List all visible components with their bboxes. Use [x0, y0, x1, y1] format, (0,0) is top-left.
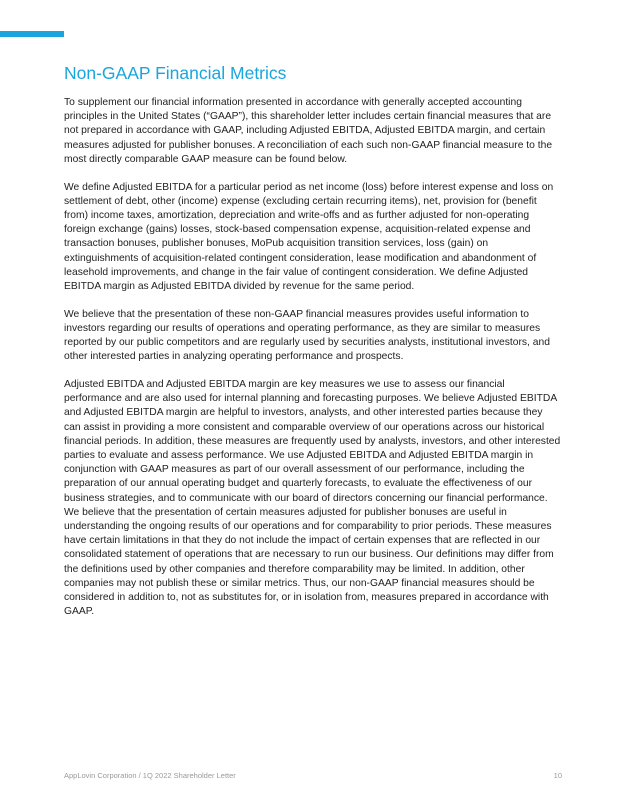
- footer-text: AppLovin Corporation / 1Q 2022 Shareholder Letter: [64, 771, 236, 780]
- accent-bar: [0, 31, 64, 37]
- page-number: 10: [553, 771, 562, 780]
- paragraph: We define Adjusted EBITDA for a particular period as net income (loss) before interest expense and loss on settlement of debt, other (income) expense (excluding certain recurring items), net, provision for (benefit from) income taxes, amortization, depreciation and write-offs and as further adjusted for non-operating foreign exchange (gains) losses, stock-based compensation expense, acquisition-related expense and transaction bonuses, publisher bonuses, MoPub acquisition transition services, loss (gain) on extinguishments of acquisition-related contingent consideration, lease modification and abandonment of leasehold improvements, and change in the fair value of contingent consideration. We define Adjusted EBITDA margin as Adjusted EBITDA divided by revenue for the same period.: [64, 181, 554, 292]
- body-text: [64, 96, 561, 633]
- paragraph: To supplement our financial information presented in accordance with generally accepted accounting principles in the United States (“GAAP”), this shareholder letter includes certain financial measures that are not prepared in accordance with GAAP, including Adjusted EBITDA, Adjusted EBITDA margin, and certain measures adjusted for publisher bonuses. A reconciliation of each such non-GAAP financial measure to the most directly comparable GAAP measure can be found below.: [64, 97, 553, 165]
- paragraph: We believe that the presentation of these non-GAAP financial measures provides useful information to investors regarding our results of operations and operating performance, as they are similar to measures reported by our public competitors and are regularly used by securities analysts, institutional investors, and other interested parties in analyzing operating performance and prospects.: [64, 308, 550, 363]
- paragraph: Adjusted EBITDA and Adjusted EBITDA margin are key measures we use to assess our financial performance and are also used for internal planning and forecasting purposes. We believe Adjusted EBITDA and Adjusted EBITDA margin are helpful to investors, analysts, and other interested parties because they can assist in providing a more consistent and comparable overview of our operations across our historical financial periods. In addition, these measures are frequently used by analysts, investors, and other interested parties to evaluate and assess performance. We use Adjusted EBITDA and Adjusted EBITDA margin in conjunction with GAAP measures as part of our overall assessment of our performance, including the preparation of our annual operating budget and quarterly forecasts, to evaluate the effectiveness of our business strategies, and to communicate with our board of directors concerning our financial performance. We believe that the presentation of certain measures adjusted for publisher bonuses are useful in understanding the ongoing results of our operations and for comparability to prior periods. These measures have certain limitations in that they do not include the impact of certain expenses that are reflected in our consolidated statement of operations that are necessary to run our business. Our definitions may differ from the definitions used by other companies and therefore comparability may be limited. In addition, other companies may not publish these or similar metrics. Thus, our non-GAAP financial measures should be considered in addition to, not as substitutes for, or in isolation from, measures prepared in accordance with GAAP.: [64, 378, 561, 618]
- page-title: Non-GAAP Financial Metrics: [64, 63, 287, 83]
